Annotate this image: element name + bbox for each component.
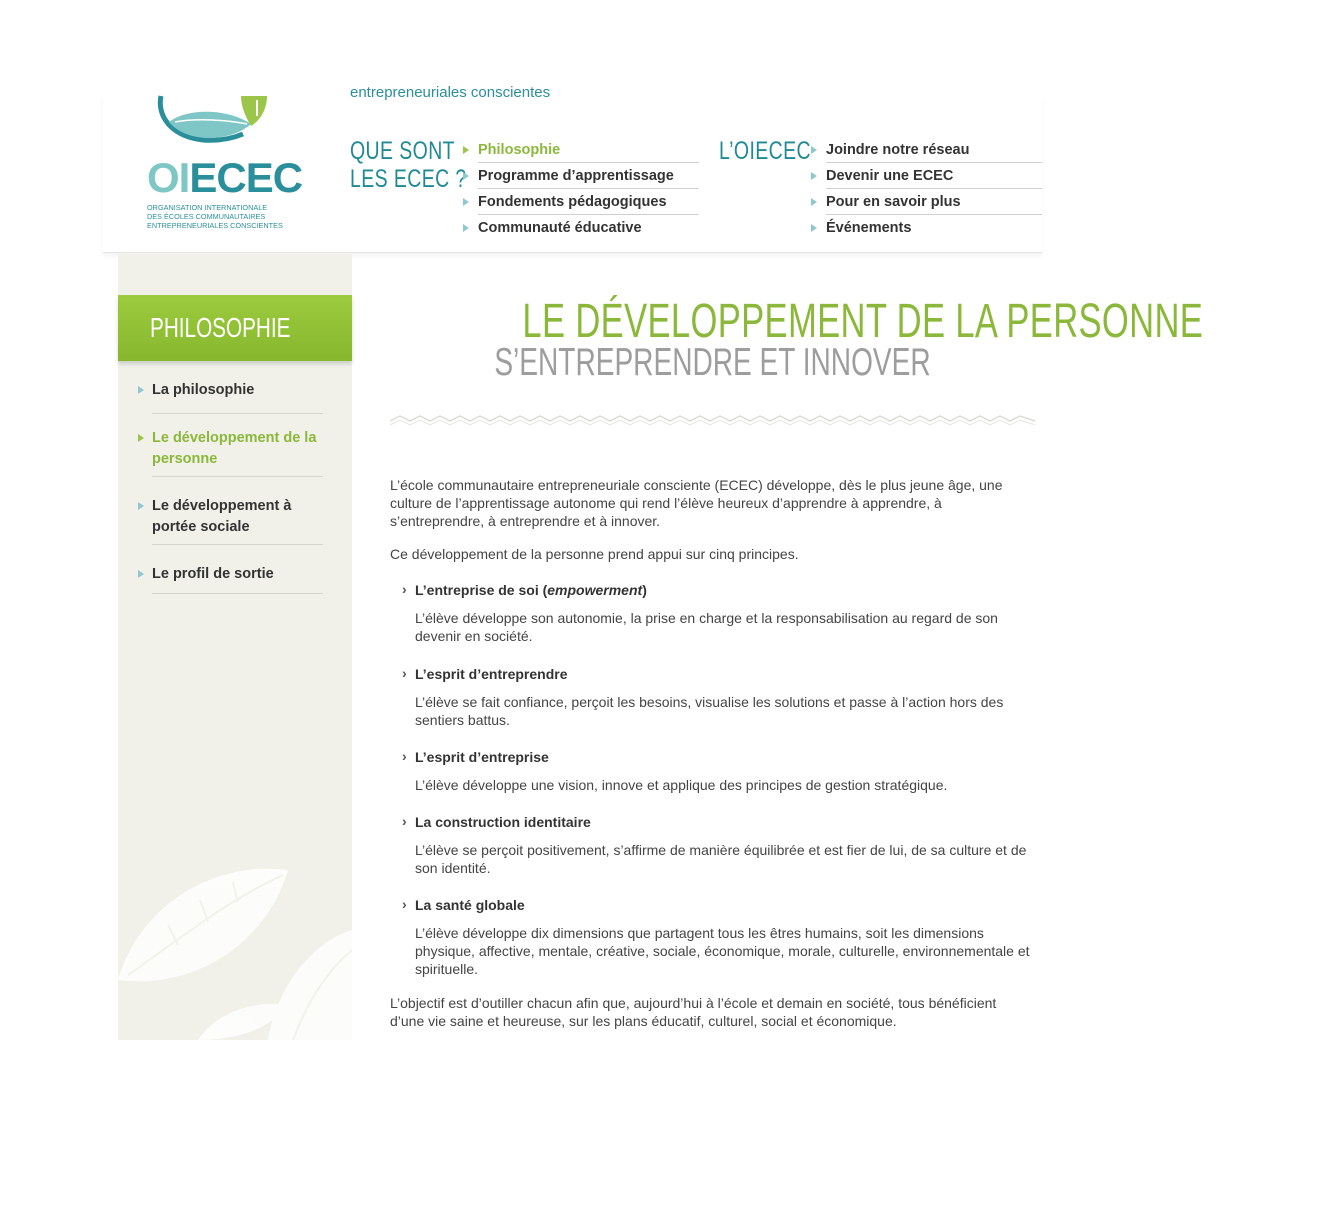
logo-word-right: ECEC <box>189 154 303 201</box>
page-heading <box>390 295 1204 384</box>
sidebar-separator <box>152 593 323 594</box>
nav-item-programme[interactable] <box>463 163 699 189</box>
site-header <box>103 84 1042 253</box>
sidebar-item-la-philosophie[interactable] <box>138 380 323 401</box>
principle-description: L’élève développe son autonomie, la prise en charge et la responsabilisation au regard de son devenir en société. <box>415 610 998 644</box>
principle-title-end: ) <box>642 582 647 598</box>
logo-subtitle-line: DES ÉCOLES COMMUNAUTAIRES <box>147 212 266 221</box>
principle-title-emphasis: empowerment <box>547 582 643 598</box>
nav-heading-line: L’OIECEC <box>719 137 811 165</box>
leaf-logo-icon <box>147 96 282 156</box>
logo-subtitle <box>147 203 283 230</box>
sidebar-item-developpement-sociale[interactable] <box>138 496 323 538</box>
sidebar-separator <box>152 476 323 477</box>
nav-item-label: Communauté éducative <box>478 220 642 236</box>
nav-menu-oiecec <box>811 137 1042 241</box>
nav-item-label: Philosophie <box>478 142 561 158</box>
principle-title-text: L’entreprise de soi ( <box>415 582 548 598</box>
principle-title: › L’esprit d’entreprendre <box>402 665 1032 683</box>
principle-item <box>402 581 1032 645</box>
nav-item-evenements[interactable] <box>811 215 1042 241</box>
principle-description: L’élève se perçoit positivement, s’affirme de manière équilibrée et est fier de lui, de sa culture et de son identité. <box>415 842 1027 876</box>
principle-item <box>402 896 1032 978</box>
principle-item <box>402 665 1032 729</box>
nav-item-label: Fondements pédagogiques <box>478 194 667 210</box>
sidebar-separator <box>152 413 323 414</box>
nav-item-label: Joindre notre réseau <box>826 142 970 158</box>
sidebar-title-text: PHILOSOPHIE <box>150 312 291 343</box>
principle-title: › La construction identitaire <box>402 813 1032 831</box>
principle-title: › L’esprit d’entreprise <box>402 748 1032 766</box>
nav-heading-line: QUE SONT <box>350 137 455 165</box>
principle-description: L’élève se fait confiance, perçoit les besoins, visualise les solutions et passe à l’action hors des sentiers battus. <box>415 694 1004 728</box>
logo-wordmark <box>147 156 302 200</box>
page-title: LE DÉVELOPPEMENT DE LA PERSONNE <box>522 295 1204 348</box>
sidebar-item-label: La philosophie <box>152 382 255 398</box>
logo-word-left: OI <box>147 154 190 201</box>
nav-item-label: Programme d’apprentissage <box>478 168 674 184</box>
intro-paragraph: L’école communautaire entrepreneuriale consciente (ECEC) développe, dès le plus jeune âge, une culture de l’apprentissage autonome qui rend l’élève heureux d’apprendre à apprendre, à s’entreprendre, à entreprendre et à innover. <box>390 477 1003 529</box>
principle-description: L’élève développe dix dimensions que partagent tous les êtres humains, soit les dimensions physique, affective, mentale, créative, sociale, économique, morale, culturelle, environnementale et spirituelle. <box>415 925 1030 977</box>
leaf-decoration-icon <box>118 830 352 1040</box>
logo[interactable] <box>147 96 303 236</box>
nav-heading-oiecec <box>719 137 811 165</box>
tagline: entrepreneuriales conscientes <box>350 84 551 101</box>
principle-title <box>402 581 1032 599</box>
sidebar-item-label: Le développement de la personne <box>152 430 317 467</box>
nav-item-communaute[interactable] <box>463 215 699 241</box>
principle-item <box>402 813 1032 877</box>
outro-paragraph: L’objectif est d’outiller chacun afin que, aujourd’hui à l’école et demain en société, tous bénéficient d’une vie saine et heureuse, sur les plans éducatif, culturel, social et économique. <box>390 995 997 1029</box>
nav-item-philosophie[interactable] <box>463 137 699 163</box>
nav-item-en-savoir-plus[interactable] <box>811 189 1042 215</box>
sidebar-item-label: Le profil de sortie <box>152 566 274 582</box>
sidebar-title <box>118 295 352 361</box>
logo-subtitle-line: ORGANISATION INTERNATIONALE <box>147 203 268 212</box>
page-subtitle: S’ENTREPRENDRE ET INNOVER <box>494 341 931 384</box>
nav-item-label: Événements <box>826 220 912 236</box>
nav-heading-line: LES ECEC ? <box>350 165 467 193</box>
logo-subtitle-line: ENTREPRENEURIALES CONSCIENTES <box>147 221 283 230</box>
nav-item-devenir[interactable] <box>811 163 1042 189</box>
zigzag-divider <box>390 414 1035 428</box>
nav-item-fondements[interactable] <box>463 189 699 215</box>
principle-description: L’élève développe une vision, innove et applique des principes de gestion stratégique. <box>415 777 948 793</box>
sidebar-item-label: Le développement à portée sociale <box>152 498 292 535</box>
nav-menu-ecec <box>463 137 699 241</box>
nav-item-label: Pour en savoir plus <box>826 194 961 210</box>
nav-item-label: Devenir une ECEC <box>826 168 954 184</box>
lead-paragraph: Ce développement de la personne prend appui sur cinq principes. <box>390 546 799 562</box>
sidebar-separator <box>152 544 323 545</box>
sidebar-item-developpement-personne[interactable] <box>138 428 323 470</box>
sidebar-item-profil-sortie[interactable] <box>138 564 323 585</box>
tagline-clip <box>350 86 610 100</box>
nav-item-joindre[interactable] <box>811 137 1042 163</box>
sidebar <box>118 254 352 1040</box>
nav-heading-que-sont <box>350 137 467 193</box>
principle-item <box>402 748 1032 794</box>
principle-title: › La santé globale <box>402 896 1032 914</box>
